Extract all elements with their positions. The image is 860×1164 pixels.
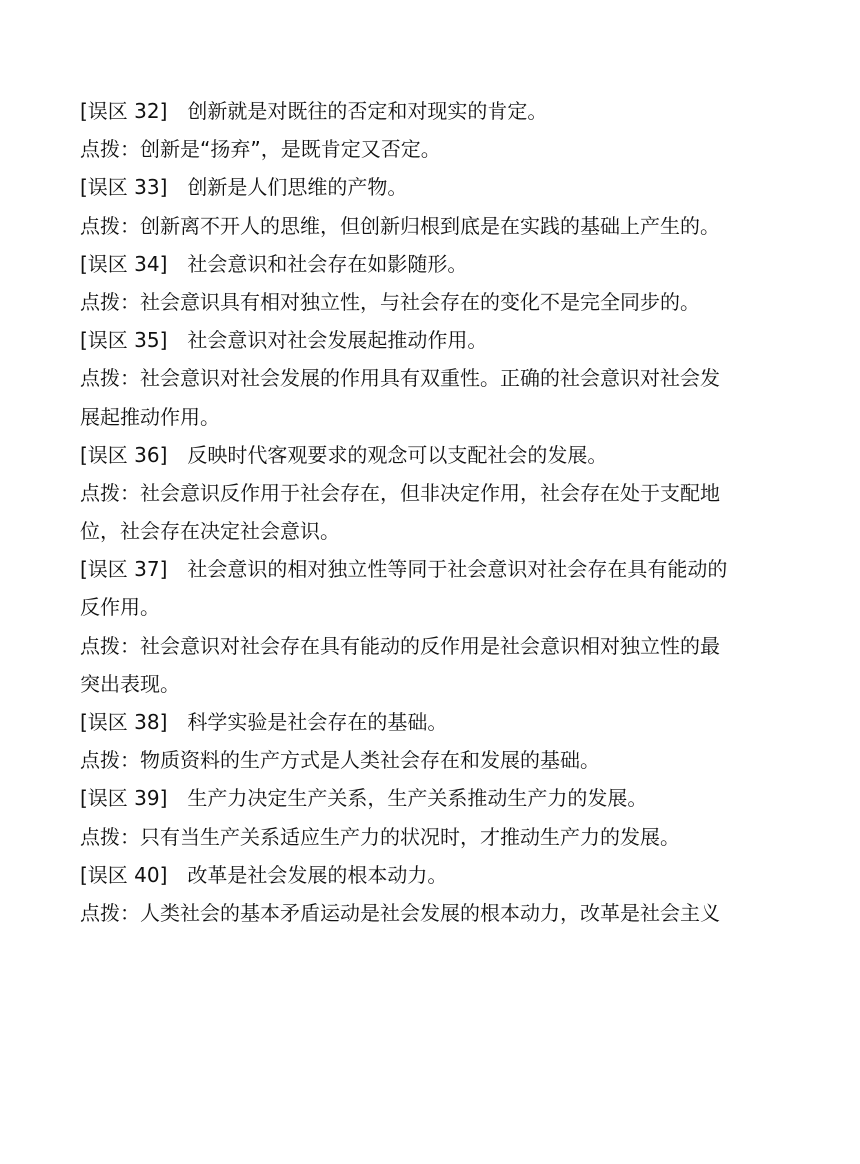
explanation-line	[80, 359, 785, 397]
misconception-tag: [误区 35]	[80, 328, 168, 353]
misconception-line	[80, 168, 785, 206]
explanation-line	[80, 741, 785, 779]
misconception-tag: [误区 39]	[80, 786, 168, 811]
explanation-text: 点拨：只有当生产关系适应生产力的状况时，才推动生产力的发展。	[80, 824, 680, 849]
explanation-line	[80, 627, 785, 665]
misconception-line	[80, 779, 785, 817]
misconception-continuation	[80, 588, 785, 626]
misconception-tag: [误区 40]	[80, 862, 168, 887]
explanation-line	[80, 130, 785, 168]
misconception-line	[80, 92, 785, 130]
explanation-continuation	[80, 665, 785, 703]
misconception-text: 生产力决定生产关系，生产关系推动生产力的发展。	[187, 786, 648, 811]
misconception-text: 反作用。	[80, 595, 160, 620]
explanation-line	[80, 894, 785, 932]
misconception-line	[80, 550, 785, 588]
misconception-line	[80, 856, 785, 894]
document-body	[80, 92, 785, 932]
explanation-text: 点拨：社会意识反作用于社会存在，但非决定作用，社会存在处于支配地	[80, 480, 720, 505]
misconception-text: 社会意识的相对独立性等同于社会意识对社会存在具有能动的	[187, 557, 728, 582]
misconception-tag: [误区 38]	[80, 710, 168, 734]
misconception-text: 创新就是对既往的否定和对现实的肯定。	[187, 99, 548, 123]
misconception-text: 社会意识对社会发展起推动作用。	[187, 328, 488, 353]
explanation-text: 点拨：社会意识具有相对独立性，与社会存在的变化不是完全同步的。	[80, 289, 700, 314]
misconception-line	[80, 436, 785, 474]
misconception-tag: [误区 34]	[80, 251, 168, 276]
explanation-text: 突出表现。	[80, 671, 180, 696]
misconception-text: 科学实验是社会存在的基础。	[187, 710, 448, 734]
explanation-text: 位，社会存在决定社会意识。	[80, 519, 340, 544]
misconception-tag: [误区 36]	[80, 442, 168, 467]
misconception-line	[80, 321, 785, 359]
misconception-text: 社会意识和社会存在如影随形。	[187, 251, 468, 276]
misconception-tag: [误区 32]	[80, 99, 168, 123]
explanation-continuation	[80, 398, 785, 436]
misconception-line	[80, 245, 785, 283]
misconception-text: 创新是人们思维的产物。	[187, 175, 408, 200]
misconception-text: 反映时代客观要求的观念可以支配社会的发展。	[187, 442, 608, 467]
explanation-text: 点拨：社会意识对社会发展的作用具有双重性。正确的社会意识对社会发	[80, 366, 720, 391]
explanation-text: 展起推动作用。	[80, 404, 220, 429]
explanation-text: 点拨：创新是“扬弃”，是既肯定又否定。	[80, 137, 441, 162]
explanation-line	[80, 207, 785, 245]
explanation-line	[80, 474, 785, 512]
explanation-continuation	[80, 512, 785, 550]
misconception-text: 改革是社会发展的根本动力。	[187, 862, 448, 887]
misconception-tag: [误区 37]	[80, 557, 168, 582]
explanation-line	[80, 818, 785, 856]
explanation-line	[80, 283, 785, 321]
explanation-text: 点拨：创新离不开人的思维，但创新归根到底是在实践的基础上产生的。	[80, 213, 720, 238]
explanation-text: 点拨：社会意识对社会存在具有能动的反作用是社会意识相对独立性的最	[80, 633, 720, 658]
explanation-text: 点拨：物质资料的生产方式是人类社会存在和发展的基础。	[80, 748, 600, 773]
explanation-text: 点拨：人类社会的基本矛盾运动是社会发展的根本动力，改革是社会主义	[80, 900, 720, 925]
misconception-tag: [误区 33]	[80, 175, 168, 200]
misconception-line	[80, 703, 785, 741]
